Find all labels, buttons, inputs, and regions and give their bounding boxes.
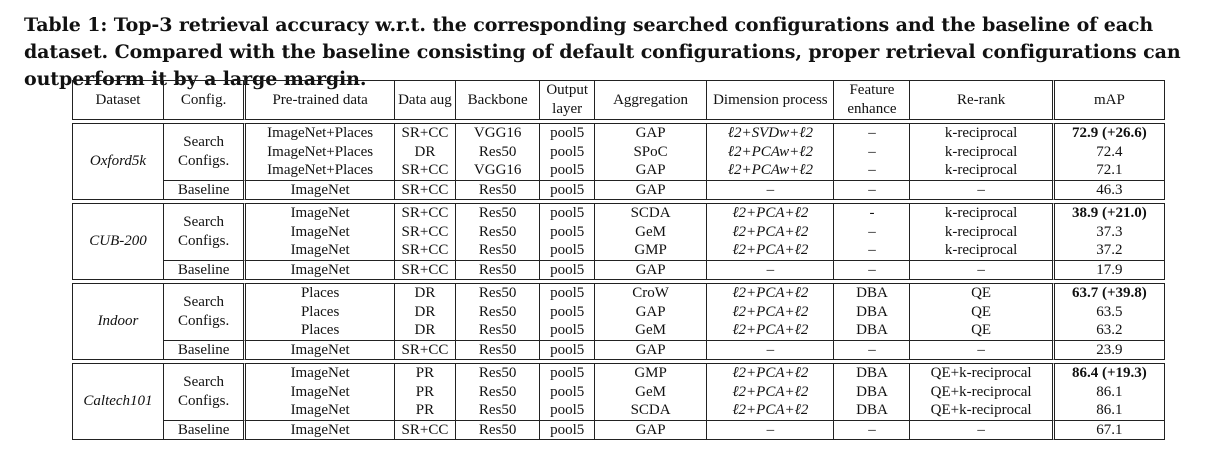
aggregation-cell: SCDA [595, 401, 707, 420]
dimension-process-cell: ℓ2+PCA+ℓ2 [707, 303, 834, 322]
data-aug-cell: DR [395, 283, 456, 303]
data-aug-cell: PR [395, 383, 456, 402]
output-layer-cell: pool5 [540, 123, 595, 143]
aggregation-cell: GeM [595, 383, 707, 402]
backbone-cell: Res50 [456, 401, 540, 420]
feature-enhance-cell: – [834, 260, 910, 281]
output-layer-cell: pool5 [540, 180, 595, 201]
search-configs-label: Search Configs. [164, 283, 246, 340]
dimension-process-cell: ℓ2+PCA+ℓ2 [707, 241, 834, 260]
map-cell: 86.4 (+19.3) [1055, 363, 1165, 383]
dataset-name: CUB-200 [72, 203, 164, 280]
backbone-cell: Res50 [456, 383, 540, 402]
map-cell: 17.9 [1055, 260, 1165, 281]
baseline-label: Baseline [164, 340, 246, 361]
results-table [72, 80, 1165, 440]
output-layer-cell: pool5 [540, 143, 595, 162]
data-aug-cell: DR [395, 303, 456, 322]
data-aug-cell: SR+CC [395, 161, 456, 180]
map-cell: 23.9 [1055, 340, 1165, 361]
dimension-process-cell: ℓ2+PCA+ℓ2 [707, 283, 834, 303]
output-layer-cell: pool5 [540, 203, 595, 223]
aggregation-cell: GAP [595, 161, 707, 180]
pretrained-cell: ImageNet [246, 383, 395, 402]
backbone-cell: Res50 [456, 203, 540, 223]
dimension-process-cell: ℓ2+PCAw+ℓ2 [707, 143, 834, 162]
baseline-row [72, 180, 1165, 201]
map-cell: 72.4 [1055, 143, 1165, 162]
feature-enhance-cell: – [834, 161, 910, 180]
pretrained-cell: ImageNet+Places [246, 161, 395, 180]
data-aug-cell: SR+CC [395, 420, 456, 441]
pretrained-cell: ImageNet [246, 340, 395, 361]
output-layer-cell: pool5 [540, 363, 595, 383]
search-row [72, 283, 1165, 303]
aggregation-cell: GAP [595, 260, 707, 281]
aggregation-cell: GAP [595, 420, 707, 441]
aggregation-cell: GAP [595, 123, 707, 143]
header-config: Config. [164, 80, 246, 120]
pretrained-cell: ImageNet+Places [246, 143, 395, 162]
data-aug-cell: SR+CC [395, 123, 456, 143]
output-layer-cell: pool5 [540, 283, 595, 303]
baseline-label: Baseline [164, 420, 246, 441]
rerank-cell: – [910, 420, 1054, 441]
pretrained-cell: ImageNet [246, 401, 395, 420]
dimension-process-cell: ℓ2+PCA+ℓ2 [707, 203, 834, 223]
data-aug-cell: SR+CC [395, 180, 456, 201]
header-row [72, 80, 1165, 120]
aggregation-cell: SCDA [595, 203, 707, 223]
aggregation-cell: GAP [595, 180, 707, 201]
feature-enhance-cell: DBA [834, 401, 910, 420]
rerank-cell: QE+k-reciprocal [910, 383, 1054, 402]
dimension-process-cell: ℓ2+PCAw+ℓ2 [707, 161, 834, 180]
map-cell: 86.1 [1055, 401, 1165, 420]
dimension-process-cell: ℓ2+PCA+ℓ2 [707, 223, 834, 242]
backbone-cell: Res50 [456, 260, 540, 281]
feature-enhance-cell: – [834, 340, 910, 361]
backbone-cell: Res50 [456, 283, 540, 303]
map-cell: 63.2 [1055, 321, 1165, 340]
rerank-cell: – [910, 260, 1054, 281]
search-row [72, 123, 1165, 143]
backbone-cell: Res50 [456, 143, 540, 162]
rerank-cell: QE+k-reciprocal [910, 401, 1054, 420]
rerank-cell: k-reciprocal [910, 161, 1054, 180]
pretrained-cell: ImageNet [246, 203, 395, 223]
feature-enhance-cell: – [834, 223, 910, 242]
data-aug-cell: DR [395, 143, 456, 162]
pretrained-cell: ImageNet [246, 420, 395, 441]
output-layer-cell: pool5 [540, 420, 595, 441]
dataset-name: Caltech101 [72, 363, 164, 440]
map-cell: 38.9 (+21.0) [1055, 203, 1165, 223]
dimension-process-cell: ℓ2+PCA+ℓ2 [707, 363, 834, 383]
data-aug-cell: DR [395, 321, 456, 340]
output-layer-cell: pool5 [540, 383, 595, 402]
feature-enhance-cell: - [834, 203, 910, 223]
header-output-layer: Output layer [540, 80, 595, 120]
data-aug-cell: SR+CC [395, 223, 456, 242]
rerank-cell: QE+k-reciprocal [910, 363, 1054, 383]
feature-enhance-cell: DBA [834, 283, 910, 303]
aggregation-cell: GeM [595, 321, 707, 340]
dimension-process-cell: – [707, 420, 834, 441]
baseline-row [72, 420, 1165, 441]
aggregation-cell: GAP [595, 303, 707, 322]
rerank-cell: QE [910, 321, 1054, 340]
pretrained-cell: ImageNet [246, 260, 395, 281]
data-aug-cell: SR+CC [395, 260, 456, 281]
output-layer-cell: pool5 [540, 321, 595, 340]
map-cell: 37.3 [1055, 223, 1165, 242]
dimension-process-cell: ℓ2+PCA+ℓ2 [707, 321, 834, 340]
map-cell: 37.2 [1055, 241, 1165, 260]
output-layer-cell: pool5 [540, 340, 595, 361]
header-pretrained: Pre-trained data [246, 80, 395, 120]
rerank-cell: k-reciprocal [910, 241, 1054, 260]
search-row [72, 203, 1165, 223]
header-dimension-process: Dimension process [707, 80, 834, 120]
dimension-process-cell: – [707, 260, 834, 281]
dimension-process-cell: ℓ2+SVDw+ℓ2 [707, 123, 834, 143]
table-body [72, 120, 1165, 440]
map-cell: 46.3 [1055, 180, 1165, 201]
rerank-cell: k-reciprocal [910, 123, 1054, 143]
baseline-label: Baseline [164, 180, 246, 201]
search-configs-label: Search Configs. [164, 123, 246, 180]
table-caption: Table 1: Top-3 retrieval accuracy w.r.t. the corresponding searched configurations and the baseline of each dataset. Compared with the baseline consisting of default configurations, proper retrieval configurations can outperform it by a large margin. [24, 14, 1181, 90]
backbone-cell: Res50 [456, 180, 540, 201]
baseline-row [72, 260, 1165, 281]
header-dataset: Dataset [72, 80, 164, 120]
map-cell: 86.1 [1055, 383, 1165, 402]
rerank-cell: k-reciprocal [910, 223, 1054, 242]
pretrained-cell: ImageNet [246, 363, 395, 383]
aggregation-cell: GAP [595, 340, 707, 361]
backbone-cell: Res50 [456, 321, 540, 340]
header-map: mAP [1055, 80, 1165, 120]
dimension-process-cell: – [707, 340, 834, 361]
backbone-cell: Res50 [456, 340, 540, 361]
data-aug-cell: SR+CC [395, 340, 456, 361]
search-row [72, 363, 1165, 383]
dataset-name: Indoor [72, 283, 164, 360]
feature-enhance-cell: – [834, 143, 910, 162]
map-cell: 63.7 (+39.8) [1055, 283, 1165, 303]
output-layer-cell: pool5 [540, 260, 595, 281]
rerank-cell: – [910, 180, 1054, 201]
map-cell: 72.1 [1055, 161, 1165, 180]
data-aug-cell: PR [395, 363, 456, 383]
rerank-cell: – [910, 340, 1054, 361]
rerank-cell: QE [910, 303, 1054, 322]
baseline-row [72, 340, 1165, 361]
data-aug-cell: SR+CC [395, 241, 456, 260]
feature-enhance-cell: DBA [834, 303, 910, 322]
dimension-process-cell: ℓ2+PCA+ℓ2 [707, 383, 834, 402]
backbone-cell: VGG16 [456, 123, 540, 143]
pretrained-cell: Places [246, 283, 395, 303]
feature-enhance-cell: DBA [834, 383, 910, 402]
backbone-cell: Res50 [456, 241, 540, 260]
feature-enhance-cell: DBA [834, 321, 910, 340]
backbone-cell: VGG16 [456, 161, 540, 180]
output-layer-cell: pool5 [540, 303, 595, 322]
baseline-label: Baseline [164, 260, 246, 281]
aggregation-cell: GeM [595, 223, 707, 242]
search-configs-label: Search Configs. [164, 203, 246, 260]
feature-enhance-cell: – [834, 420, 910, 441]
data-aug-cell: PR [395, 401, 456, 420]
aggregation-cell: GMP [595, 241, 707, 260]
feature-enhance-cell: DBA [834, 363, 910, 383]
dimension-process-cell: ℓ2+PCA+ℓ2 [707, 401, 834, 420]
header-feature-enhance: Feature enhance [834, 80, 910, 120]
feature-enhance-cell: – [834, 123, 910, 143]
aggregation-cell: CroW [595, 283, 707, 303]
feature-enhance-cell: – [834, 180, 910, 201]
output-layer-cell: pool5 [540, 223, 595, 242]
backbone-cell: Res50 [456, 303, 540, 322]
output-layer-cell: pool5 [540, 161, 595, 180]
data-aug-cell: SR+CC [395, 203, 456, 223]
feature-enhance-cell: – [834, 241, 910, 260]
map-cell: 72.9 (+26.6) [1055, 123, 1165, 143]
dimension-process-cell: – [707, 180, 834, 201]
dataset-name: Oxford5k [72, 123, 164, 200]
backbone-cell: Res50 [456, 223, 540, 242]
header-data-aug: Data aug [395, 80, 456, 120]
pretrained-cell: ImageNet [246, 223, 395, 242]
header-rerank: Re-rank [910, 80, 1054, 120]
output-layer-cell: pool5 [540, 241, 595, 260]
map-cell: 63.5 [1055, 303, 1165, 322]
pretrained-cell: ImageNet [246, 180, 395, 201]
map-cell: 67.1 [1055, 420, 1165, 441]
aggregation-cell: GMP [595, 363, 707, 383]
rerank-cell: k-reciprocal [910, 203, 1054, 223]
backbone-cell: Res50 [456, 363, 540, 383]
header-backbone: Backbone [456, 80, 540, 120]
pretrained-cell: Places [246, 303, 395, 322]
aggregation-cell: SPoC [595, 143, 707, 162]
output-layer-cell: pool5 [540, 401, 595, 420]
search-configs-label: Search Configs. [164, 363, 246, 420]
backbone-cell: Res50 [456, 420, 540, 441]
header-aggregation: Aggregation [595, 80, 707, 120]
rerank-cell: QE [910, 283, 1054, 303]
rerank-cell: k-reciprocal [910, 143, 1054, 162]
pretrained-cell: Places [246, 321, 395, 340]
pretrained-cell: ImageNet [246, 241, 395, 260]
pretrained-cell: ImageNet+Places [246, 123, 395, 143]
